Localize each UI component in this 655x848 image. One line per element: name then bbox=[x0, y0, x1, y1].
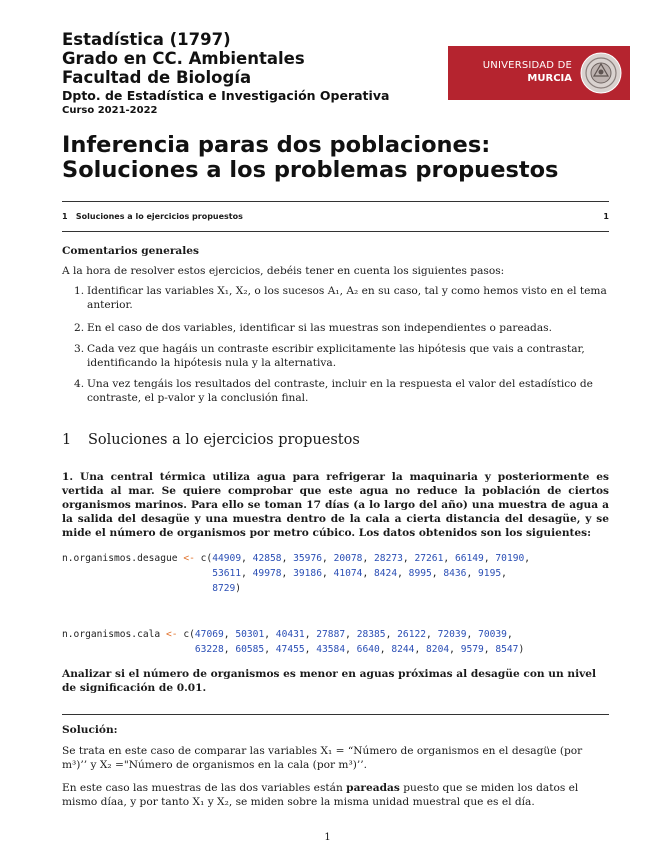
code-number: 70190 bbox=[495, 553, 525, 564]
solution-heading: Solución: bbox=[62, 724, 118, 736]
code-number: 28273 bbox=[374, 553, 403, 564]
logo-line-1: UNIVERSIDAD DE bbox=[482, 60, 572, 71]
list-item-text: Una vez tengáis los resultados del contraste, incluir en la respuesta el valor del estadístico de contraste, el p-valor y la conclusión final. bbox=[87, 378, 593, 404]
document-title: Inferencia paras dos poblaciones: Soluciones a los problemas propuestos bbox=[62, 132, 559, 183]
faculty-name: Facultad de Biología bbox=[62, 68, 252, 87]
code-variable: n.organismos.cala bbox=[62, 629, 161, 640]
solution-p2-bold: pareadas bbox=[346, 782, 400, 794]
code-number: 66149 bbox=[454, 553, 484, 564]
list-item-number: 1. bbox=[74, 285, 85, 297]
problem-statement: 1. Una central térmica utiliza agua para refrigerar la maquinaria y posteriormente es vertida al mar. Se quiere comprobar que este agua no reduce la población de ciertos organismos marinos. Para ello se toman 17 días (a lo largo del año) una muestra de agua a la salida del desagüe y una muestra dentro de la cala a cierta distancia del desagüe, y se mide el número de organismos por metro cúbico. Los datos obtenidos son los siguientes: bbox=[62, 471, 609, 539]
code-number: 40431 bbox=[275, 629, 305, 640]
solution-paragraph-1: Se trata en este caso de comparar las variables X₁ = “Número de organismos en el desagüe (por m³)’’ y X₂ ="Número de organismos en la cala (por m³)’’. bbox=[62, 745, 583, 771]
code-operator: <- bbox=[183, 553, 195, 564]
code-number: 49978 bbox=[252, 568, 282, 579]
code-number: 9195 bbox=[478, 568, 502, 579]
code-number: 8547 bbox=[495, 644, 519, 655]
code-number: 60585 bbox=[235, 644, 265, 655]
university-logo bbox=[448, 46, 630, 100]
code-number: 39186 bbox=[293, 568, 322, 579]
code-number: 8424 bbox=[374, 568, 398, 579]
code-number: 6640 bbox=[356, 644, 380, 655]
department-name: Dpto. de Estadística e Investigación Operativa bbox=[62, 88, 390, 103]
course-name: Estadística (1797) bbox=[62, 30, 231, 49]
code-function: c( bbox=[183, 629, 195, 640]
code-number: 41074 bbox=[333, 568, 363, 579]
code-number: 35976 bbox=[293, 553, 323, 564]
section-title: Soluciones a lo ejercicios propuestos bbox=[88, 432, 360, 448]
comments-intro: A la hora de resolver estos ejercicios, debéis tener en cuenta los siguientes pasos: bbox=[62, 265, 505, 277]
page-number: 1 bbox=[324, 832, 331, 843]
code-number: 8204 bbox=[426, 644, 450, 655]
code-number: 28385 bbox=[356, 629, 386, 640]
code-number: 20078 bbox=[333, 553, 363, 564]
comments-heading: Comentarios generales bbox=[62, 245, 199, 257]
logo-line-2: MURCIA bbox=[527, 73, 572, 84]
solution-top-rule bbox=[62, 714, 609, 715]
code-number: 8995 bbox=[408, 568, 432, 579]
code-number: 9579 bbox=[460, 644, 484, 655]
code-number: 47455 bbox=[275, 644, 305, 655]
toc-entry-page: 1 bbox=[603, 212, 609, 221]
list-item-text: Identificar las variables X₁, X₂, o los sucesos A₁, A₂ en su caso, tal y como hemos visto en el tema anterior. bbox=[87, 285, 607, 311]
academic-year: Curso 2021-2022 bbox=[62, 105, 158, 116]
code-number: 72039 bbox=[437, 629, 467, 640]
code-number: 27261 bbox=[414, 553, 444, 564]
toc-bottom-rule bbox=[62, 231, 609, 232]
code-number: 53611 bbox=[212, 568, 242, 579]
list-item-number: 4. bbox=[74, 378, 85, 390]
code-variable: n.organismos.desague bbox=[62, 553, 178, 564]
list-item-text: En el caso de dos variables, identificar si las muestras son independientes o pareadas. bbox=[87, 322, 552, 334]
toc-entry[interactable] bbox=[62, 212, 609, 221]
degree-name: Grado en CC. Ambientales bbox=[62, 49, 305, 68]
toc-top-rule bbox=[62, 201, 609, 202]
code-block-cala: n.organismos.cala <- c(47069, 50301, 40431, 27887, 28385, 26122, 72039, 70039, 63228, 60585, 47455, 43584, 6640, 8244, 8204, 9579, 8547) bbox=[62, 629, 525, 655]
toc-entry-label: 1 Soluciones a lo ejercicios propuestos bbox=[62, 212, 243, 221]
section-number: 1 bbox=[62, 432, 72, 448]
code-number: 47069 bbox=[194, 629, 224, 640]
code-number: 27887 bbox=[316, 629, 346, 640]
problem-question: Analizar si el número de organismos es menor en aguas próximas al desagüe con un nivel de significación de 0.01. bbox=[62, 668, 597, 694]
list-item-number: 2. bbox=[74, 322, 85, 334]
solution-p2-post: puesto que se miden los datos el mismo díaa, y por tanto X₁ y X₂, se miden sobre la misma unidad muestral que es el día. bbox=[62, 782, 579, 808]
code-number: 70039 bbox=[478, 629, 507, 640]
code-number: 26122 bbox=[397, 629, 427, 640]
solution-p2-pre: En este caso las muestras de las dos variables están bbox=[62, 782, 347, 794]
code-number: 63228 bbox=[194, 644, 224, 655]
code-number: 8436 bbox=[443, 568, 467, 579]
code-function: c( bbox=[200, 553, 213, 564]
solution-paragraph-2 bbox=[62, 781, 609, 809]
code-operator: <- bbox=[165, 629, 178, 640]
code-number: 44909 bbox=[212, 553, 242, 564]
list-item-text: Cada vez que hagáis un contraste escribir explicitamente las hipótesis que vais a contrastar, identificando la hipótesis nula y la alternativa. bbox=[87, 343, 585, 369]
code-number: 42858 bbox=[252, 553, 282, 564]
university-seal-icon bbox=[580, 52, 622, 94]
code-number: 8244 bbox=[391, 644, 415, 655]
list-item-number: 3. bbox=[74, 343, 85, 355]
code-number: 8729 bbox=[212, 583, 236, 594]
code-block-desague: n.organismos.desague <- c(44909, 42858, 35976, 20078, 28273, 27261, 66149, 70190, 53611, 49978, 39186, 41074, 8424, 8995, 8436, 9195, 8729) bbox=[62, 553, 531, 594]
code-number: 50301 bbox=[235, 629, 265, 640]
code-number: 43584 bbox=[316, 644, 346, 655]
logo-text bbox=[483, 59, 572, 85]
document-header bbox=[62, 30, 389, 118]
